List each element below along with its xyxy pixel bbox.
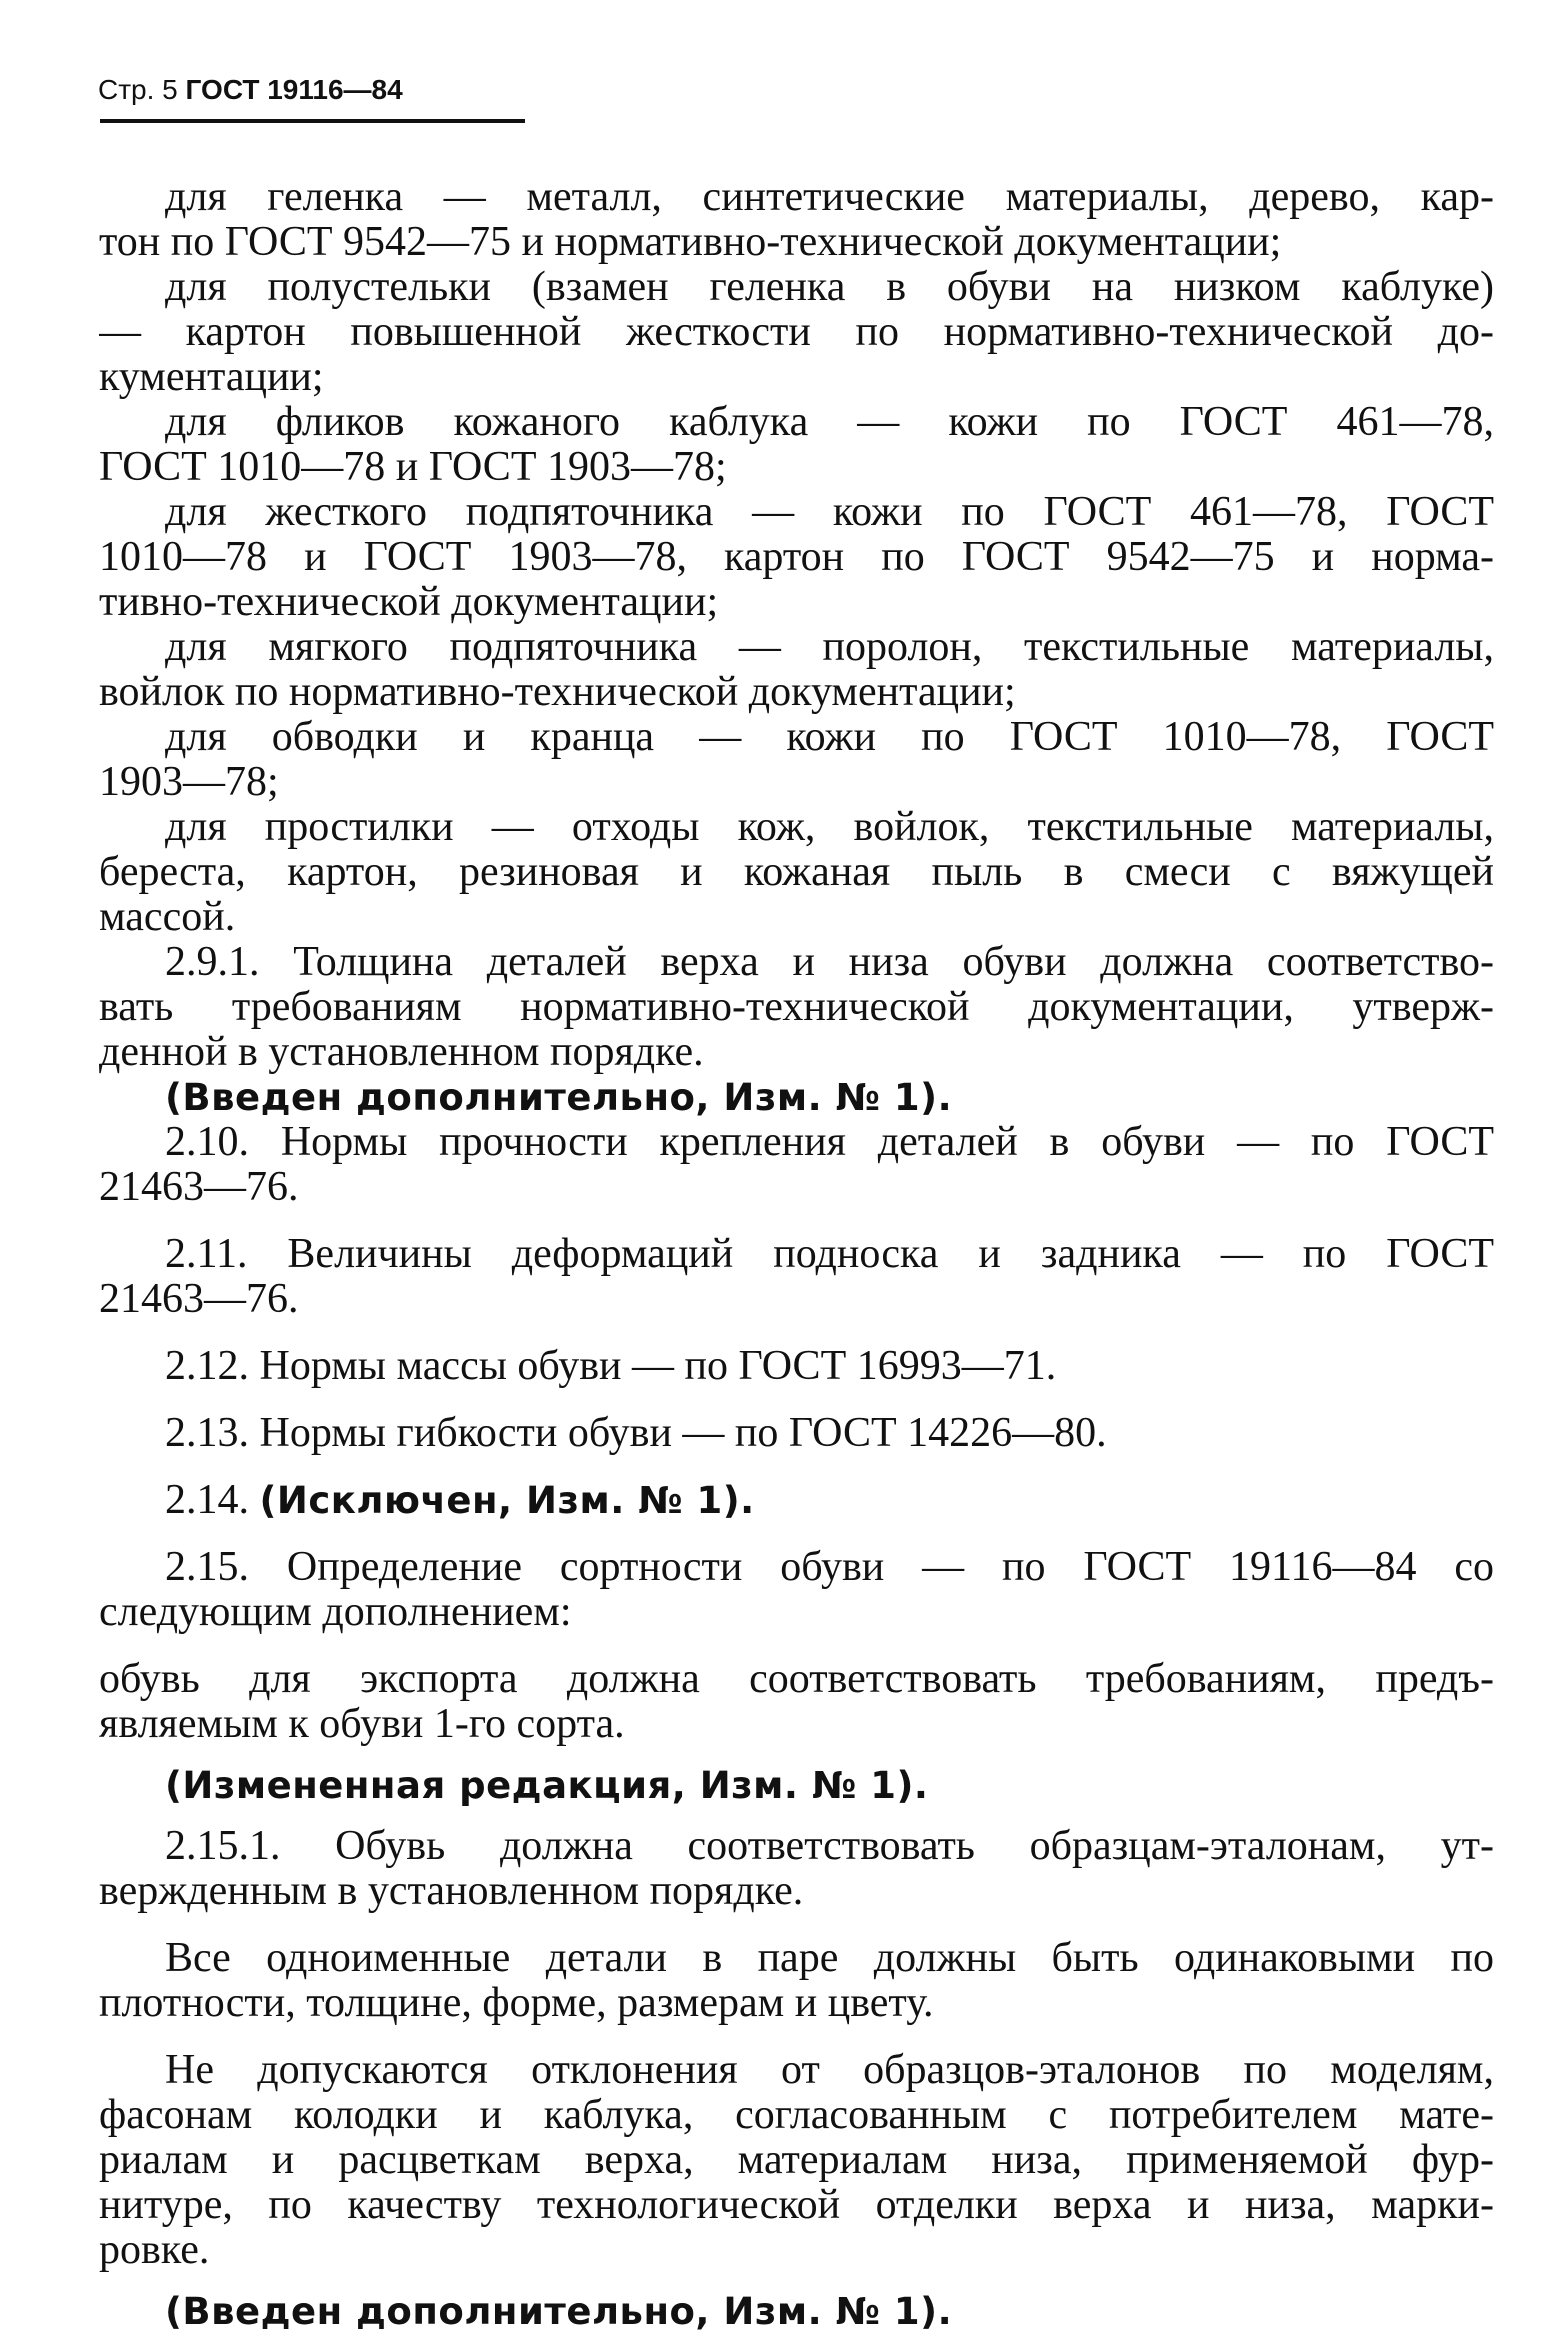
paragraph-prostilka xyxy=(99,805,1494,940)
text-line: — картон повышенной жесткости по нормативно-технической до- xyxy=(99,310,1494,355)
amendment-text: (Измененная редакция, Изм. № 1). xyxy=(165,1764,929,1807)
text-line: тивно-технической документации; xyxy=(99,580,719,625)
text-line: Не допускаются отклонения от образцов-эталонов по моделям, xyxy=(165,2048,1494,2093)
document-body xyxy=(99,175,1494,2334)
text-line: 2.15. Определение сортности обуви — по ГОСТ 19116—84 со xyxy=(165,1545,1494,1590)
text-line: для геленка — металл, синтетические материалы, дерево, кар- xyxy=(165,175,1494,220)
text-line: фасонам колодки и каблука, согласованным с потребителем мате- xyxy=(99,2093,1494,2138)
text-line: 2.9.1. Толщина деталей верха и низа обуви должна соответство- xyxy=(165,940,1494,985)
text-line: для мягкого подпяточника — поролон, текстильные материалы, xyxy=(165,625,1494,670)
text-line: массой. xyxy=(99,895,236,940)
text-line: для фликов кожаного каблука — кожи по ГОСТ 461—78, xyxy=(165,400,1494,445)
amendment-text: (Введен дополнительно, Изм. № 1). xyxy=(165,2290,953,2333)
paragraph-obvodka xyxy=(99,715,1494,805)
text-line: риалам и расцветкам верха, материалам низа, применяемой фур- xyxy=(99,2138,1494,2183)
page-number: Стр. 5 xyxy=(98,74,178,105)
text-line: вать требованиям нормативно-технической документации, утверж- xyxy=(99,985,1494,1030)
text-line: для жесткого подпяточника — кожи по ГОСТ 461—78, ГОСТ xyxy=(165,490,1494,535)
text-line: 21463—76. xyxy=(99,1277,299,1322)
paragraph-polustelka xyxy=(99,265,1494,400)
text-line: 2.15.1. Обувь должна соответствовать образцам-эталонам, ут- xyxy=(165,1824,1494,1869)
amendment-note xyxy=(99,1075,1494,1120)
text-line: Все одноименные детали в паре должны быть одинаковыми по xyxy=(165,1936,1494,1981)
paragraph-zhestkiy-podpyatochnik xyxy=(99,490,1494,625)
text-line: 2.10. Нормы прочности крепления деталей в обуви — по ГОСТ xyxy=(165,1120,1494,1165)
text-line: обувь для экспорта должна соответствовать требованиям, предъ- xyxy=(99,1657,1494,1702)
text-line: для полустельки (взамен геленка в обуви на низком каблуке) xyxy=(165,265,1494,310)
paragraph-pair-details xyxy=(99,1936,1494,2026)
amendment-note xyxy=(99,1763,1494,1808)
clause-2-15 xyxy=(99,1545,1494,1635)
clause-2-11 xyxy=(99,1232,1494,1322)
text-line: войлок по нормативно-технической документации; xyxy=(99,670,1016,715)
text-line: являемым к обуви 1-го сорта. xyxy=(99,1702,625,1747)
text-line: тон по ГОСТ 9542—75 и нормативно-технической документации; xyxy=(99,220,1282,265)
page-header xyxy=(98,72,403,108)
paragraph-helenka xyxy=(99,175,1494,265)
text-line: плотности, толщине, форме, размерам и цвету. xyxy=(99,1981,934,2026)
text-line: 2.11. Величины деформаций подноска и задника — по ГОСТ xyxy=(165,1232,1494,1277)
text-line: кументации; xyxy=(99,355,324,400)
clause-2-14 xyxy=(99,1478,1494,1523)
paragraph-myagkiy-podpyatochnik xyxy=(99,625,1494,715)
clause-2-15-1 xyxy=(99,1824,1494,1914)
text-line: 21463—76. xyxy=(99,1165,299,1210)
text-line: 1010—78 и ГОСТ 1903—78, картон по ГОСТ 9542—75 и норма- xyxy=(99,535,1494,580)
paragraph-export xyxy=(99,1657,1494,1747)
text-line: береста, картон, резиновая и кожаная пыль в смеси с вяжущей xyxy=(99,850,1494,895)
text-line: 1903—78; xyxy=(99,760,279,805)
text-line: для обводки и кранца — кожи по ГОСТ 1010—78, ГОСТ xyxy=(165,715,1494,760)
text-line: 2.13. Нормы гибкости обуви — по ГОСТ 14226—80. xyxy=(165,1411,1107,1456)
text-line: следующим дополнением: xyxy=(99,1590,572,1635)
text-line: ГОСТ 1010—78 и ГОСТ 1903—78; xyxy=(99,445,727,490)
text-line: для простилки — отходы кож, войлок, текстильные материалы, xyxy=(165,805,1494,850)
paragraph-deviations xyxy=(99,2048,1494,2273)
text-line xyxy=(99,1478,1494,1523)
text-line: нитуре, по качеству технологической отделки верха и низа, марки- xyxy=(99,2183,1494,2228)
clause-2-13 xyxy=(99,1411,1494,1456)
text-line: ровке. xyxy=(99,2228,210,2273)
amendment-text: (Исключен, Изм. № 1). xyxy=(259,1479,755,1522)
clause-number: 2.14. xyxy=(165,1478,249,1523)
clause-2-10 xyxy=(99,1120,1494,1210)
standard-code: ГОСТ 19116—84 xyxy=(185,74,403,105)
clause-2-12 xyxy=(99,1344,1494,1389)
text-line: 2.12. Нормы массы обуви — по ГОСТ 16993—71. xyxy=(165,1344,1057,1389)
clause-2-9-1 xyxy=(99,940,1494,1075)
text-line: вержденным в установленном порядке. xyxy=(99,1869,804,1914)
amendment-text: (Введен дополнительно, Изм. № 1). xyxy=(165,1076,953,1119)
header-rule xyxy=(100,119,525,123)
text-line: денной в установленном порядке. xyxy=(99,1030,704,1075)
paragraph-fliki xyxy=(99,400,1494,490)
amendment-note xyxy=(99,2289,1494,2334)
